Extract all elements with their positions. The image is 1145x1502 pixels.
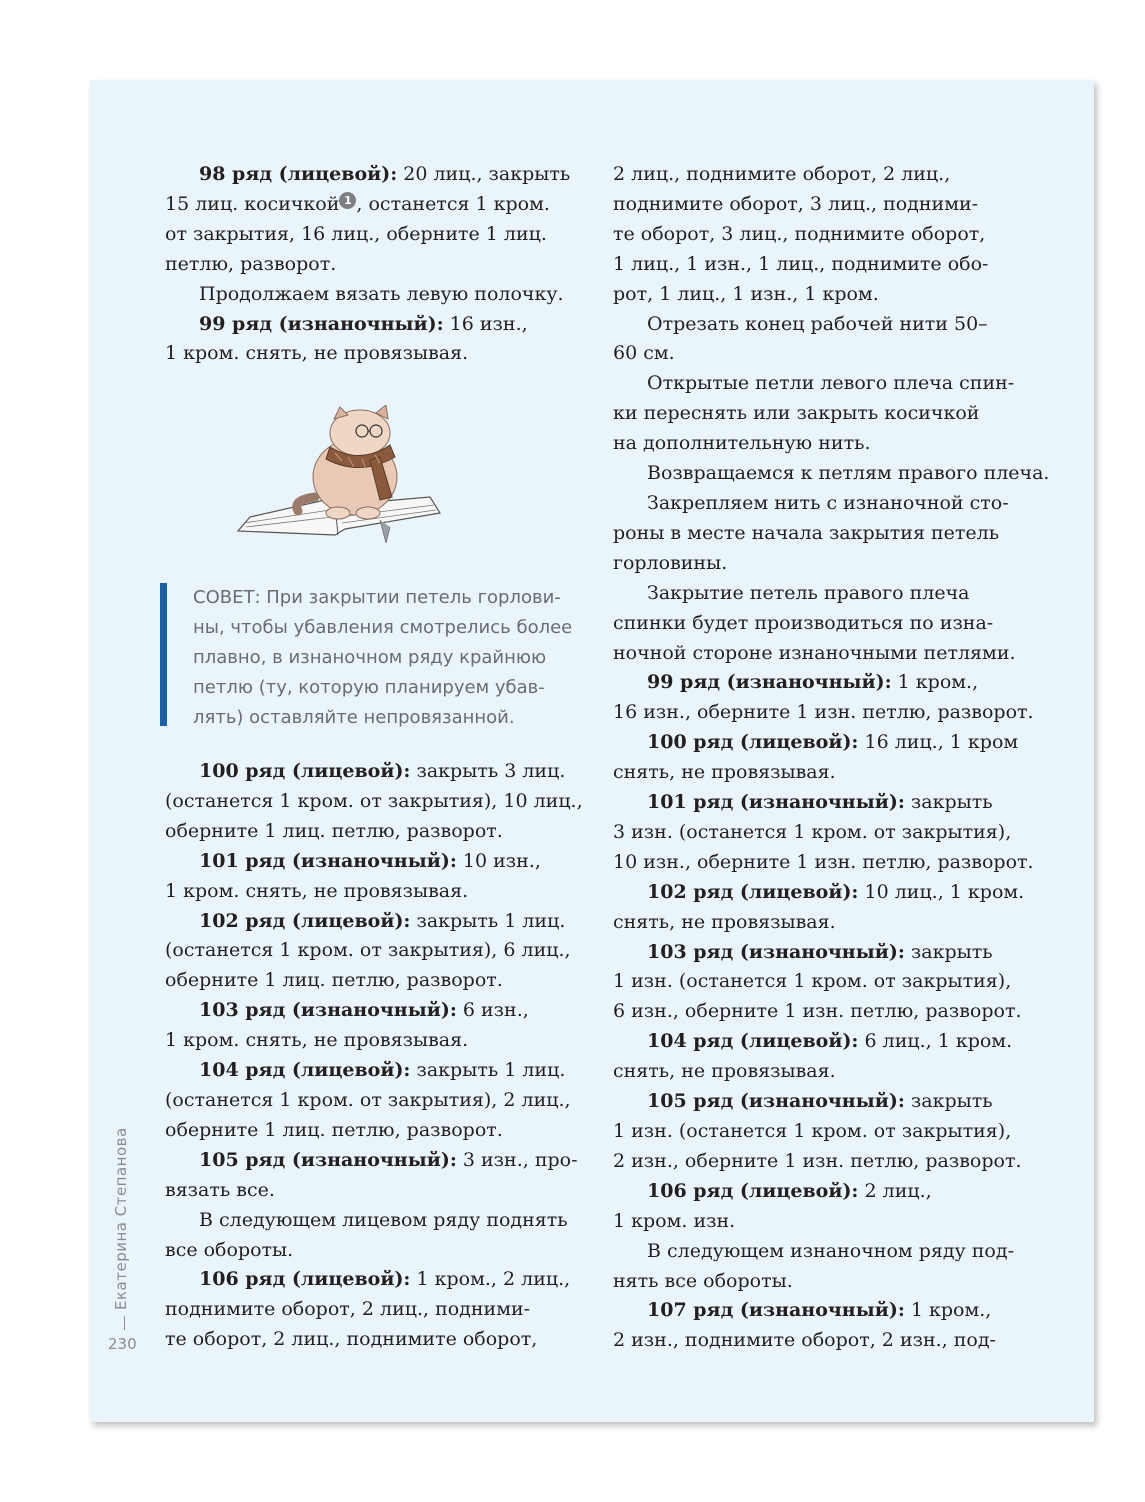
line-text: от закрытия, 16 лиц., оберните 1 лиц.	[165, 222, 547, 245]
line-text: 10 изн., оберните 1 изн. петлю, разворот.	[613, 850, 1034, 873]
line-text: 20 лиц., закрыть	[397, 163, 571, 185]
line-text: (останется 1 кром. от закрытия), 2 лиц.,	[165, 1088, 571, 1111]
row-heading: 106 ряд (лицевой):	[199, 1268, 411, 1291]
line-text: 6 изн.,	[456, 999, 529, 1022]
line-text: закрыть 3 лиц.	[410, 760, 566, 782]
line-text: 2 лиц.,	[858, 1179, 932, 1202]
text-line	[613, 1207, 1033, 1237]
text-line	[613, 1087, 1033, 1117]
row-heading: 103 ряд (изнаночный):	[647, 940, 905, 963]
row-heading: 104 ряд (лицевой):	[199, 1059, 411, 1082]
line-text: поднимите оборот, 3 лиц., подними-	[613, 192, 979, 215]
text-line	[613, 758, 1033, 788]
line-text: 3 изн., про-	[456, 1148, 578, 1171]
text-line	[613, 878, 1033, 908]
text-line	[613, 938, 1033, 968]
author-name: Екатерина Степанова	[112, 1127, 130, 1310]
text-line	[165, 310, 575, 340]
text-line	[165, 847, 575, 877]
text-line	[165, 936, 575, 966]
line-text: 3 изн. (останется 1 кром. от закрытия),	[613, 820, 1012, 843]
line-text: 16 лиц., 1 кром	[858, 731, 1019, 754]
line-text: 15 лиц. косичкой	[165, 192, 340, 215]
text-line	[165, 1176, 575, 1206]
row-heading: 101 ряд (изнаночный):	[647, 791, 905, 814]
line-text: вязать все.	[165, 1178, 275, 1201]
text-line	[613, 997, 1033, 1027]
text-line	[613, 250, 1033, 280]
line-text: 16 изн.,	[443, 312, 528, 335]
line-text: ки переснять или закрыть косичкой	[613, 402, 980, 425]
row-heading: 101 ряд (изнаночный):	[199, 849, 457, 872]
line-text: 1 изн. (останется 1 кром. от закрытия),	[613, 1120, 1012, 1142]
text-line	[165, 787, 583, 817]
line-text: все обороты.	[165, 1238, 294, 1261]
text-line	[165, 1325, 575, 1355]
text-line	[165, 1086, 575, 1116]
text-line	[613, 429, 1033, 459]
line-text: спинки будет производиться по изна-	[613, 611, 994, 634]
line-text: на дополнительную нить.	[613, 432, 871, 455]
author-divider	[124, 1316, 125, 1330]
line-text: (останется 1 кром. от закрытия), 6 лиц.,	[165, 939, 571, 962]
text-line	[165, 877, 575, 907]
text-line	[165, 1265, 575, 1295]
text-line	[613, 818, 1033, 848]
left-text-block-2	[165, 757, 583, 1355]
text-line	[613, 280, 1033, 310]
text-line	[165, 1295, 575, 1325]
line-text: 6 лиц., 1 кром.	[858, 1030, 1013, 1053]
text-line	[165, 1026, 575, 1056]
line-text: петлю, разворот.	[165, 252, 337, 275]
text-line	[613, 609, 1033, 639]
row-heading: 100 ряд (лицевой):	[647, 731, 859, 754]
text-line	[165, 907, 575, 937]
footnote-marker: 1	[339, 192, 356, 209]
line-text: те оборот, 2 лиц., поднимите оборот,	[165, 1328, 538, 1351]
text-line	[613, 728, 1033, 758]
text-line	[165, 250, 575, 280]
text-line	[613, 399, 1033, 429]
line-text: закрыть	[904, 1090, 993, 1113]
line-text: поднимите оборот, 2 лиц., подними-	[165, 1298, 531, 1321]
line-text: 1 кром.,	[904, 1299, 992, 1322]
line-text: В следующем изнаночном ряду под-	[647, 1239, 1014, 1262]
row-heading: 98 ряд (лицевой):	[199, 163, 398, 185]
text-line	[165, 1056, 575, 1086]
tip-accent-bar	[160, 583, 167, 726]
text-line	[165, 280, 575, 310]
text-line	[613, 908, 1033, 938]
page-number: 230	[108, 1335, 137, 1353]
line-text: 2 изн., оберните 1 изн. петлю, разворот.	[613, 1149, 1022, 1172]
line-text: оберните 1 лиц. петлю, разворот.	[165, 819, 503, 842]
row-heading: 99 ряд (изнаночный):	[199, 312, 444, 335]
line-text: Отрезать конец рабочей нити 50–	[647, 312, 988, 335]
left-column	[165, 160, 575, 369]
text-line	[613, 1326, 1033, 1356]
line-text: (останется 1 кром. от закрытия), 10 лиц.,	[165, 789, 583, 812]
line-text: Возвращаемся к петлям правого плеча.	[647, 462, 1050, 485]
row-heading: 107 ряд (изнаночный):	[647, 1299, 905, 1322]
text-line	[613, 190, 1033, 220]
text-line	[165, 1146, 578, 1176]
text-line	[613, 310, 1033, 340]
line-text: 1 кром. снять, не провязывая.	[165, 1029, 469, 1052]
line-text: 1 кром. снять, не провязывая.	[165, 342, 469, 365]
line-text: закрыть	[904, 791, 993, 814]
tip-line: ны, чтобы убавления смотрелись более	[193, 617, 573, 638]
line-text: Закрытие петель правого плеча	[647, 581, 970, 604]
line-text: Продолжаем вязать левую полочку.	[199, 282, 564, 305]
text-line	[613, 369, 1033, 399]
left-text-block-1	[165, 160, 575, 369]
line-text: 10 лиц., 1 кром.	[858, 880, 1025, 903]
cat-on-book-icon	[230, 405, 445, 555]
line-text: 1 лиц., 1 изн., 1 лиц., поднимите обо-	[613, 252, 989, 275]
line-text: 10 изн.,	[456, 849, 541, 872]
text-line	[613, 1057, 1033, 1087]
text-line	[165, 339, 575, 369]
row-heading: 99 ряд (изнаночный):	[647, 671, 892, 694]
text-line	[613, 668, 1033, 698]
row-heading: 100 ряд (лицевой):	[199, 760, 411, 782]
text-line	[613, 519, 1033, 549]
tip-line: плавно, в изнаночном ряду крайнюю	[193, 647, 547, 668]
line-text: те оборот, 3 лиц., поднимите оборот,	[613, 222, 986, 245]
text-line	[613, 1296, 1033, 1326]
line-text: В следующем лицевом ряду поднять	[199, 1208, 568, 1231]
line-text: оберните 1 лиц. петлю, разворот.	[165, 1118, 503, 1141]
text-line	[165, 996, 575, 1026]
line-text-after: , останется 1 кром.	[356, 192, 550, 215]
row-heading: 105 ряд (изнаночный):	[647, 1090, 905, 1113]
text-line	[165, 966, 575, 996]
tip-text	[193, 583, 605, 733]
line-text: рот, 1 лиц., 1 изн., 1 кром.	[613, 282, 879, 305]
text-line	[613, 459, 1050, 489]
line-text: Открытые петли левого плеча спин-	[647, 372, 1015, 395]
line-text: 1 кром., 2 лиц.,	[410, 1268, 571, 1291]
text-line	[165, 1206, 575, 1236]
line-text: роны в месте начала закрытия петель	[613, 521, 1000, 544]
text-line	[613, 1237, 1033, 1267]
text-line	[165, 817, 575, 847]
tip-box	[160, 583, 580, 726]
text-line	[165, 1236, 575, 1266]
text-line	[613, 639, 1033, 669]
line-text: 1 кром.,	[891, 671, 979, 694]
line-text: снять, не провязывая.	[613, 910, 836, 933]
text-line	[613, 848, 1033, 878]
line-text: снять, не провязывая.	[613, 761, 836, 784]
line-text: оберните 1 лиц. петлю, разворот.	[165, 969, 503, 992]
line-text: 6 изн., оберните 1 изн. петлю, разворот.	[613, 1000, 1022, 1023]
tip-line: петлю (ту, которую планируем убав-	[193, 677, 545, 698]
line-text: 2 лиц., поднимите оборот, 2 лиц.,	[613, 163, 951, 185]
text-line	[613, 1117, 1033, 1147]
text-line	[613, 579, 1033, 609]
line-text: 60 см.	[613, 342, 675, 365]
tip-line: СОВЕТ: При закрытии петель горлови-	[193, 587, 561, 608]
row-heading: 102 ряд (лицевой):	[647, 880, 859, 903]
right-column	[613, 160, 1050, 1356]
line-text: горловины.	[613, 551, 728, 574]
text-line	[165, 757, 575, 787]
text-line	[165, 190, 575, 220]
text-line	[165, 160, 575, 190]
line-text: закрыть	[904, 940, 993, 963]
text-line	[613, 788, 1033, 818]
left-column-lower	[165, 757, 583, 1355]
line-text: 1 кром. изн.	[613, 1209, 736, 1232]
line-text: Закрепляем нить с изнаночной сто-	[647, 491, 1009, 514]
line-text: закрыть 1 лиц.	[410, 909, 566, 932]
line-text: 2 изн., поднимите оборот, 2 изн., под-	[613, 1329, 996, 1352]
row-heading: 103 ряд (изнаночный):	[199, 999, 457, 1022]
row-heading: 105 ряд (изнаночный):	[199, 1148, 457, 1171]
text-line	[165, 220, 575, 250]
text-line	[613, 549, 1033, 579]
line-text: 1 изн. (останется 1 кром. от закрытия),	[613, 970, 1012, 993]
row-heading: 104 ряд (лицевой):	[647, 1030, 859, 1053]
line-text: 16 изн., оберните 1 изн. петлю, разворот.	[613, 701, 1034, 724]
text-line	[613, 967, 1033, 997]
line-text: снять, не провязывая.	[613, 1060, 836, 1083]
text-line	[613, 1027, 1033, 1057]
text-line	[613, 220, 1033, 250]
row-heading: 106 ряд (лицевой):	[647, 1179, 859, 1202]
text-line	[613, 1267, 1033, 1297]
text-line	[613, 160, 1033, 190]
text-line	[613, 1147, 1033, 1177]
line-text: ночной стороне изнаночными петлями.	[613, 641, 1016, 664]
text-line	[613, 698, 1033, 728]
tip-line: лять) оставляйте непровязанной.	[193, 707, 515, 728]
text-line	[613, 1177, 1033, 1207]
row-heading: 102 ряд (лицевой):	[199, 909, 411, 932]
right-text-block	[613, 160, 1050, 1356]
text-line	[613, 339, 1033, 369]
line-text: нять все обороты.	[613, 1269, 793, 1292]
line-text: 1 кром. снять, не провязывая.	[165, 879, 469, 902]
text-line	[613, 489, 1033, 519]
text-line	[165, 1116, 575, 1146]
line-text: закрыть 1 лиц.	[410, 1059, 566, 1082]
